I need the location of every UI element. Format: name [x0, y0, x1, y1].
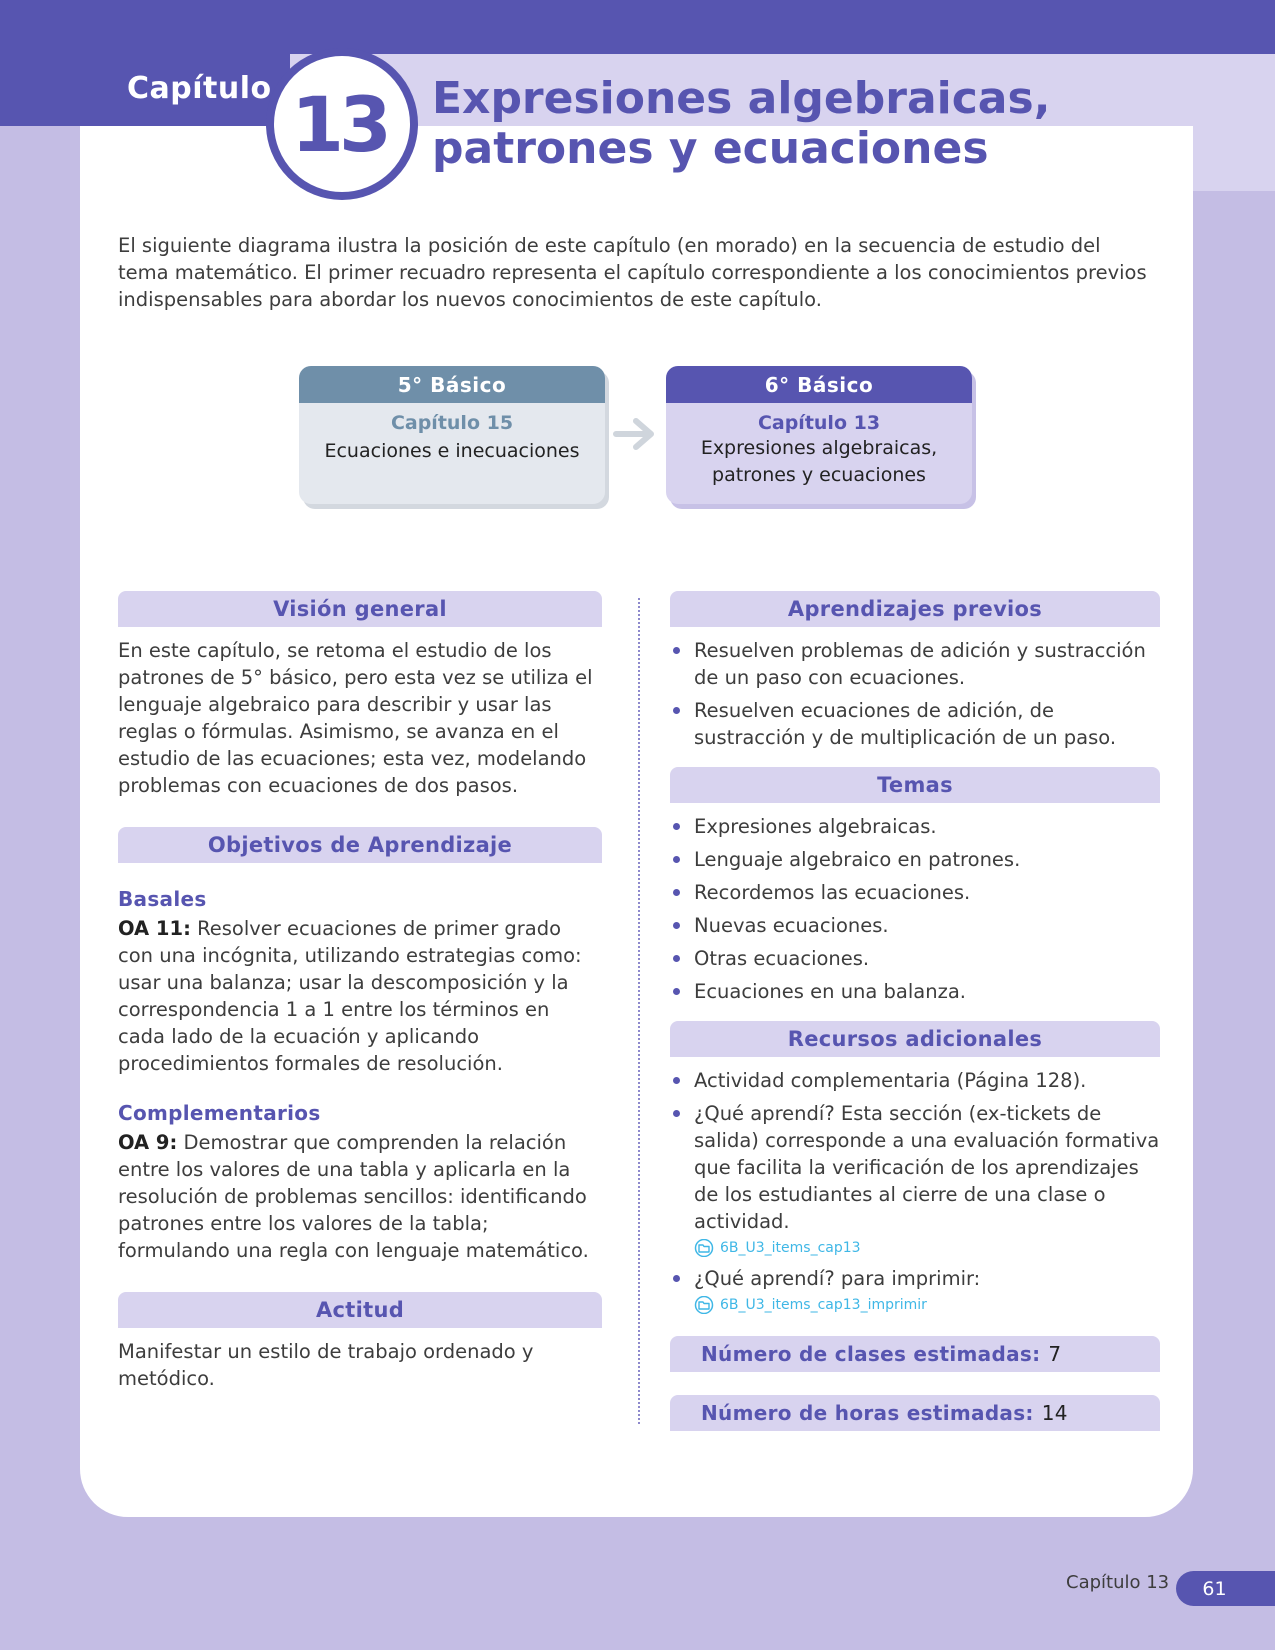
attitude-heading: Actitud — [118, 1292, 602, 1328]
sequence-current-chapter: Capítulo 13 — [757, 412, 881, 434]
sequence-current-name: Expresiones algebraicas, patrones y ecuaciones — [700, 437, 938, 486]
chapter-number-badge — [266, 48, 418, 200]
sequence-current-grade: 6° Básico — [666, 366, 972, 403]
list-item: Resuelven ecuaciones de adición, de sustracción y de multiplicación de un paso. — [670, 697, 1160, 751]
bullet-icon — [673, 1110, 680, 1117]
overview-heading: Visión general — [118, 591, 602, 627]
header-band — [0, 0, 1275, 54]
bullet-icon — [673, 922, 680, 929]
folder-icon — [694, 1239, 714, 1257]
arrow-right-icon — [612, 416, 660, 452]
list-item: ¿Qué aprendí? para imprimir: — [670, 1265, 1160, 1292]
sequence-previous-grade: 5° Básico — [299, 366, 605, 403]
list-item: Expresiones algebraicas. — [670, 813, 1160, 840]
list-item: Otras ecuaciones. — [670, 945, 1160, 972]
oa9-objective: OA 9: Demostrar que comprenden la relación entre los valores de una tabla y aplicarla en la resolución de problemas sencillos: identificando patrones entre los valores de la tabla; formulando una regla con lenguaje matemático. — [118, 1131, 589, 1262]
basales-label: Basales — [118, 887, 207, 911]
topics-list — [670, 813, 1160, 1005]
right-column — [670, 591, 1160, 1431]
sequence-previous-box — [299, 366, 605, 504]
estimated-classes-value: 7 — [1048, 1342, 1062, 1366]
bullet-icon — [673, 955, 680, 962]
oa11-objective: OA 11: Resolver ecuaciones de primer grado con una incógnita, utilizando estrategias como: usar una balanza; usar la descomposición y la correspondencia 1 a 1 entre los términos en cada lado de la ecuación y aplicando procedimientos formales de resolución. — [118, 917, 582, 1075]
list-item: Ecuaciones en una balanza. — [670, 978, 1160, 1005]
bullet-icon — [673, 823, 680, 830]
list-item: Resuelven problemas de adición y sustracción de un paso con ecuaciones. — [670, 637, 1160, 691]
resources-list — [670, 1067, 1160, 1235]
topics-heading: Temas — [670, 767, 1160, 803]
bullet-icon — [673, 647, 680, 654]
complementarios-label: Complementarios — [118, 1101, 321, 1125]
estimated-hours: Número de horas estimadas: 14 — [670, 1395, 1160, 1431]
page-title: Expresiones algebraicas, patrones y ecuaciones — [432, 73, 1051, 174]
estimated-hours-value: 14 — [1041, 1401, 1068, 1425]
bullet-icon — [673, 1077, 680, 1084]
bullet-icon — [673, 988, 680, 995]
column-divider — [638, 598, 640, 1424]
bullet-icon — [673, 889, 680, 896]
file-link-items-print[interactable]: 6B_U3_items_cap13_imprimir — [694, 1296, 1160, 1314]
prior-learning-heading: Aprendizajes previos — [670, 591, 1160, 627]
chapter-label: Capítulo — [127, 71, 272, 106]
overview-text: En este capítulo, se retoma el estudio de los patrones de 5° básico, pero esta vez se utiliza el lenguaje algebraico para describir y usar las reglas o fórmulas. Asimismo, se avanza en el estudio de las ecuaciones; esta vez, modelando problemas con ecuaciones de dos pasos. — [118, 639, 593, 797]
sequence-current-box — [666, 366, 972, 504]
list-item: Nuevas ecuaciones. — [670, 912, 1160, 939]
list-item: Actividad complementaria (Página 128). — [670, 1067, 1160, 1094]
bullet-icon — [673, 1275, 680, 1282]
file-link-items[interactable]: 6B_U3_items_cap13 — [694, 1239, 1160, 1257]
folder-icon — [694, 1296, 714, 1314]
sequence-previous-name: Ecuaciones e inecuaciones — [324, 440, 580, 462]
resources-heading: Recursos adicionales — [670, 1021, 1160, 1057]
estimated-classes: Número de clases estimadas: 7 — [670, 1336, 1160, 1372]
intro-paragraph: El siguiente diagrama ilustra la posición de este capítulo (en morado) en la secuencia de estudio del tema matemático. El primer recuadro representa el capítulo correspondiente a los conocimientos previos indispensables para abordar los nuevos conocimientos de este capítulo. — [118, 234, 1147, 311]
list-item: ¿Qué aprendí? Esta sección (ex-tickets de salida) corresponde a una evaluación formativa que facilita la verificación de los aprendizajes de los estudiantes al cierre de una clase o actividad. — [670, 1100, 1160, 1235]
list-item: Lenguaje algebraico en patrones. — [670, 846, 1160, 873]
attitude-text: Manifestar un estilo de trabajo ordenado y metódico. — [118, 1340, 534, 1390]
footer-chapter: Capítulo 13 — [1066, 1572, 1170, 1593]
prior-learning-list — [670, 637, 1160, 751]
bullet-icon — [673, 707, 680, 714]
bullet-icon — [673, 856, 680, 863]
resources-list-print — [670, 1265, 1160, 1292]
left-column — [118, 591, 602, 1392]
chapter-number: 13 — [291, 79, 387, 169]
objectives-heading: Objetivos de Aprendizaje — [118, 827, 602, 863]
sequence-previous-chapter: Capítulo 15 — [390, 412, 514, 434]
list-item: Recordemos las ecuaciones. — [670, 879, 1160, 906]
page-number: 61 — [1176, 1571, 1275, 1606]
